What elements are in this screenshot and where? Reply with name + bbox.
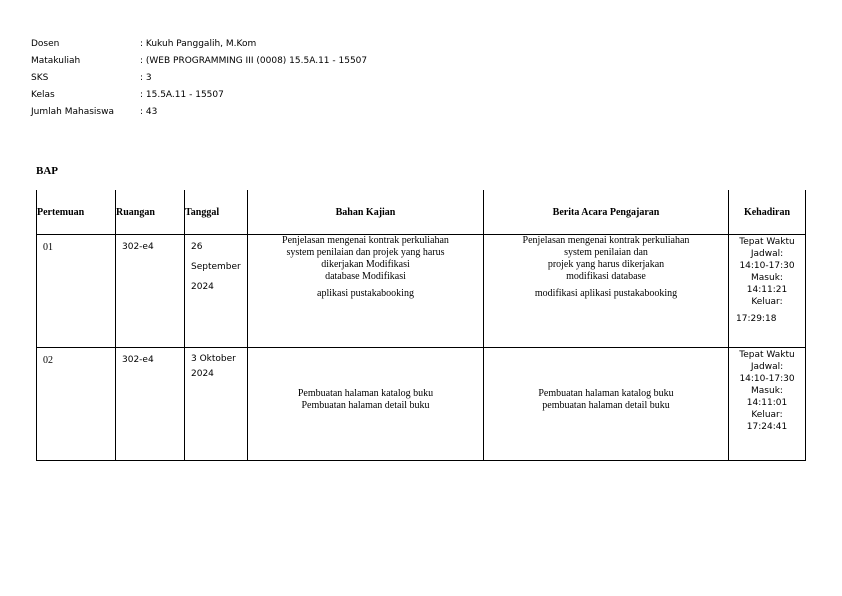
kehadiran-line: 14:10-17:30 [739,261,795,271]
tanggal-line: 3 Oktober [191,354,236,364]
bahan-line: system penilaian dan projek yang harus [286,247,445,258]
info-value: : 43 [140,107,158,117]
table-header-row [37,190,806,235]
kehadiran-line: 17:24:41 [746,422,788,432]
bahan-line: Pembuatan halaman katalog buku [297,388,434,399]
cell-bahan-kajian [248,348,484,461]
tanggal-line: 2024 [191,369,214,379]
kehadiran-line: Jadwal: [750,362,784,372]
header-berita-acara: Berita Acara Pengajaran [484,190,729,235]
bahan-line: Pembuatan halaman detail buku [301,400,430,411]
info-label: SKS [31,73,49,83]
header-ruangan: Ruangan [116,190,185,235]
kehadiran-line: Tepat Waktu [739,350,795,360]
cell-tanggal [185,235,248,348]
header-tanggal: Tanggal [185,190,248,235]
tanggal-line: 2024 [191,282,214,292]
berita-line: modifikasi database [566,271,646,282]
table-row [37,235,806,348]
info-label: Kelas [31,90,55,100]
info-value: : (WEB PROGRAMMING III (0008) 15.5A.11 - 15507 [140,56,368,66]
kehadiran-line: Keluar: [751,410,783,420]
header-kehadiran: Kehadiran [729,190,806,235]
info-label: Matakuliah [31,56,81,66]
berita-line: system penilaian dan [564,247,648,258]
header-pertemuan: Pertemuan [37,190,116,235]
bap-title: BAP [36,165,58,177]
header-bahan-kajian: Bahan Kajian [248,190,484,235]
bahan-line: database Modifikasi [325,271,406,282]
kehadiran-line: 14:11:01 [746,398,788,408]
cell-berita-acara [484,348,729,461]
bahan-line: Penjelasan mengenai kontrak perkuliahan [282,235,449,246]
kehadiran-line: Jadwal: [750,249,784,259]
ruangan-value: 302-e4 [122,242,154,252]
pertemuan-value: 01 [43,242,53,253]
cell-bahan-kajian [248,235,484,348]
berita-line: projek yang harus dikerjakan [547,259,665,270]
info-label: Dosen [31,39,60,49]
kehadiran-line: Masuk: [751,273,783,283]
berita-line: Penjelasan mengenai kontrak perkuliahan [522,235,690,246]
kehadiran-line: Tepat Waktu [739,237,795,247]
kehadiran-line: 17:29:18 [736,314,777,324]
info-label: Jumlah Mahasiswa [31,107,114,117]
info-value: : 15.5A.11 - 15507 [140,90,224,100]
cell-kehadiran [729,235,806,348]
kehadiran-line: 14:11:21 [746,285,788,295]
kehadiran-line: Masuk: [751,386,783,396]
info-value: : Kukuh Panggalih, M.Kom [140,39,257,49]
ruangan-value: 302-e4 [122,355,154,365]
tanggal-line: 26 [191,242,203,252]
cell-pertemuan [37,235,116,348]
bahan-line: aplikasi pustakabooking [317,288,414,299]
kehadiran-line: 14:10-17:30 [739,374,795,384]
bahan-line: dikerjakan Modifikasi [321,259,410,270]
cell-pertemuan [37,348,116,461]
kehadiran-line: Keluar: [751,297,783,307]
cell-tanggal [185,348,248,461]
cell-berita-acara [484,235,729,348]
table-row [37,348,806,461]
info-value: : 3 [140,73,152,83]
berita-line: modifikasi aplikasi pustakabooking [534,288,678,299]
cell-kehadiran [729,348,806,461]
cell-ruangan [116,348,185,461]
cell-ruangan [116,235,185,348]
pertemuan-value: 02 [43,355,53,366]
berita-line: pembuatan halaman detail buku [542,400,670,411]
berita-line: Pembuatan halaman katalog buku [538,388,674,399]
tanggal-line: September [191,262,241,272]
bap-table [36,190,806,461]
